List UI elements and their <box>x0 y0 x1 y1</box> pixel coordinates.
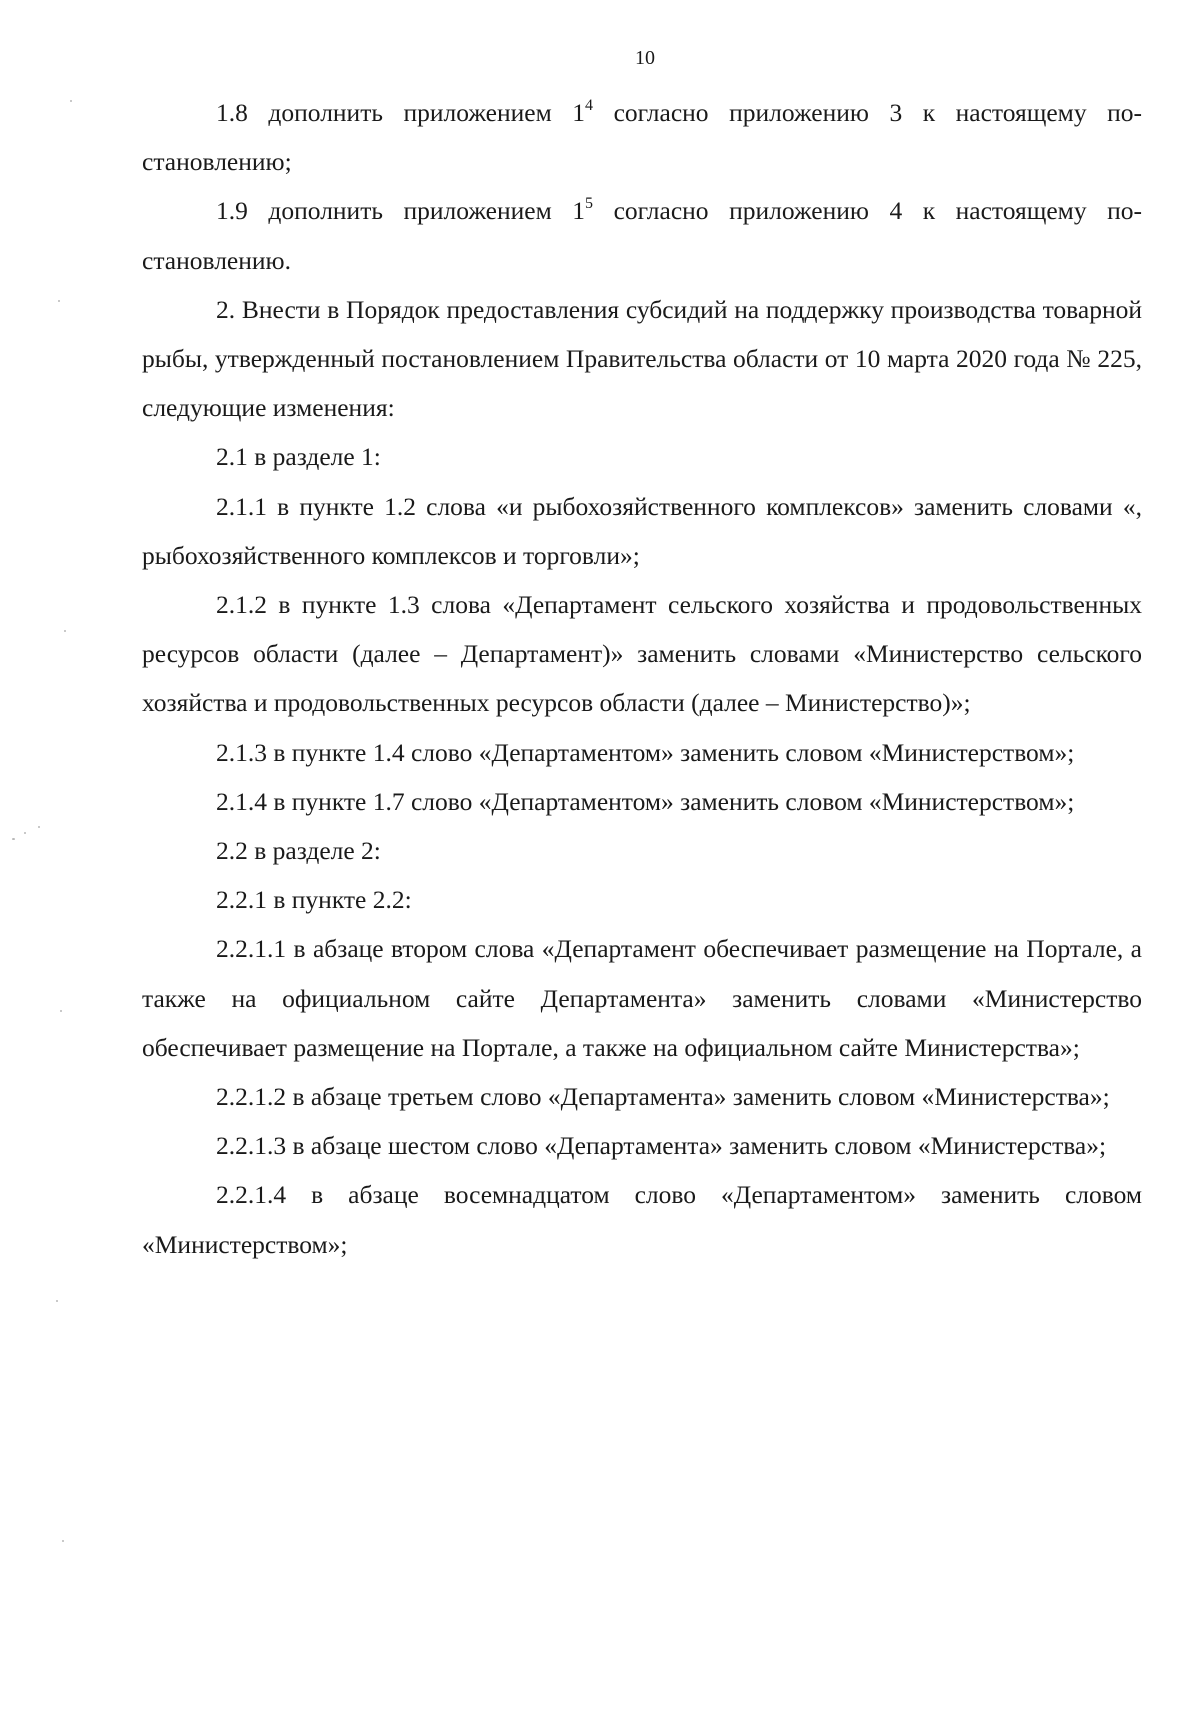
scan-speck <box>64 630 66 632</box>
scan-speck <box>24 832 26 834</box>
scan-speck <box>70 100 72 102</box>
paragraph-2-1: 2.1 в разделе 1: <box>216 442 381 472</box>
paragraph-1-8: 1.8 дополнить приложением $1^4$ согласно приложению 3 к настоящему постановлению; <box>142 96 1142 177</box>
scan-speck <box>38 826 40 828</box>
paragraph-2-1-3: 2.1.3 в пункте 1.4 слово «Департаментом» заменить словом «Министерством»; <box>216 737 1075 767</box>
paragraph-2-1-4: 2.1.4 в пункте 1.7 слово «Департаментом» заменить словом «Министерством»; <box>216 786 1075 816</box>
scan-speck <box>12 838 15 840</box>
page-number: 10 <box>635 47 655 69</box>
paragraph-2-2-1: 2.2.1 в пункте 2.2: <box>216 885 412 915</box>
scan-speck <box>56 1300 58 1302</box>
paragraph-2: 2. Внести в Порядок предоставления субсидий на поддержку производства товарной рыбы, утвержденный постановлением Правительства области от 10 марта 2020 года № 225, следующие изменения: <box>142 294 1142 423</box>
paragraph-2-2-1-2: 2.2.1.2 в абзаце третьем слово «Департамента» заменить словом «Министерства»; <box>216 1082 1110 1112</box>
paragraph-2-2-1-4: 2.2.1.4 в абзаце восемнадцатом слово «Департаментом» заменить словом «Министерством»; <box>142 1180 1142 1259</box>
paragraph-2-1-2: 2.1.2 в пункте 1.3 слова «Департамент сельского хозяйства и продовольственных ресурсов области (далее – Департамент)» заменить словами «Министерство сельского хозяйства и продовольственных ресурсов области (далее – Министерство)»; <box>142 590 1142 718</box>
scan-speck <box>60 1010 62 1012</box>
scan-speck <box>58 300 60 302</box>
paragraph-2-2-1-1: 2.2.1.1 в абзаце втором слова «Департамент обеспечивает размещение на Портале, а также на официальном сайте Департамента» заменить словами «Министерство обеспечивает размещение на Портале, а также на официальном сайте Министерства»; <box>142 934 1142 1062</box>
paragraph-2-2-1-3: 2.2.1.3 в абзаце шестом слово «Департамента» заменить словом «Министерства»; <box>216 1131 1107 1161</box>
paragraph-2-2: 2.2 в разделе 2: <box>216 836 381 866</box>
paragraph-2-1-1: 2.1.1 в пункте 1.2 слова «и рыбохозяйственного комплексов» заменить словами «, рыбохозяйственного комплексов и торговли»; <box>142 491 1142 570</box>
superscript: 5 <box>585 194 594 212</box>
document-body <box>142 88 1142 1269</box>
paragraph-1-9: 1.9 дополнить приложением $1^5$ согласно приложению 4 к настоящему постановлению. <box>142 194 1142 275</box>
superscript: 4 <box>585 96 594 114</box>
scan-speck <box>62 1540 64 1542</box>
